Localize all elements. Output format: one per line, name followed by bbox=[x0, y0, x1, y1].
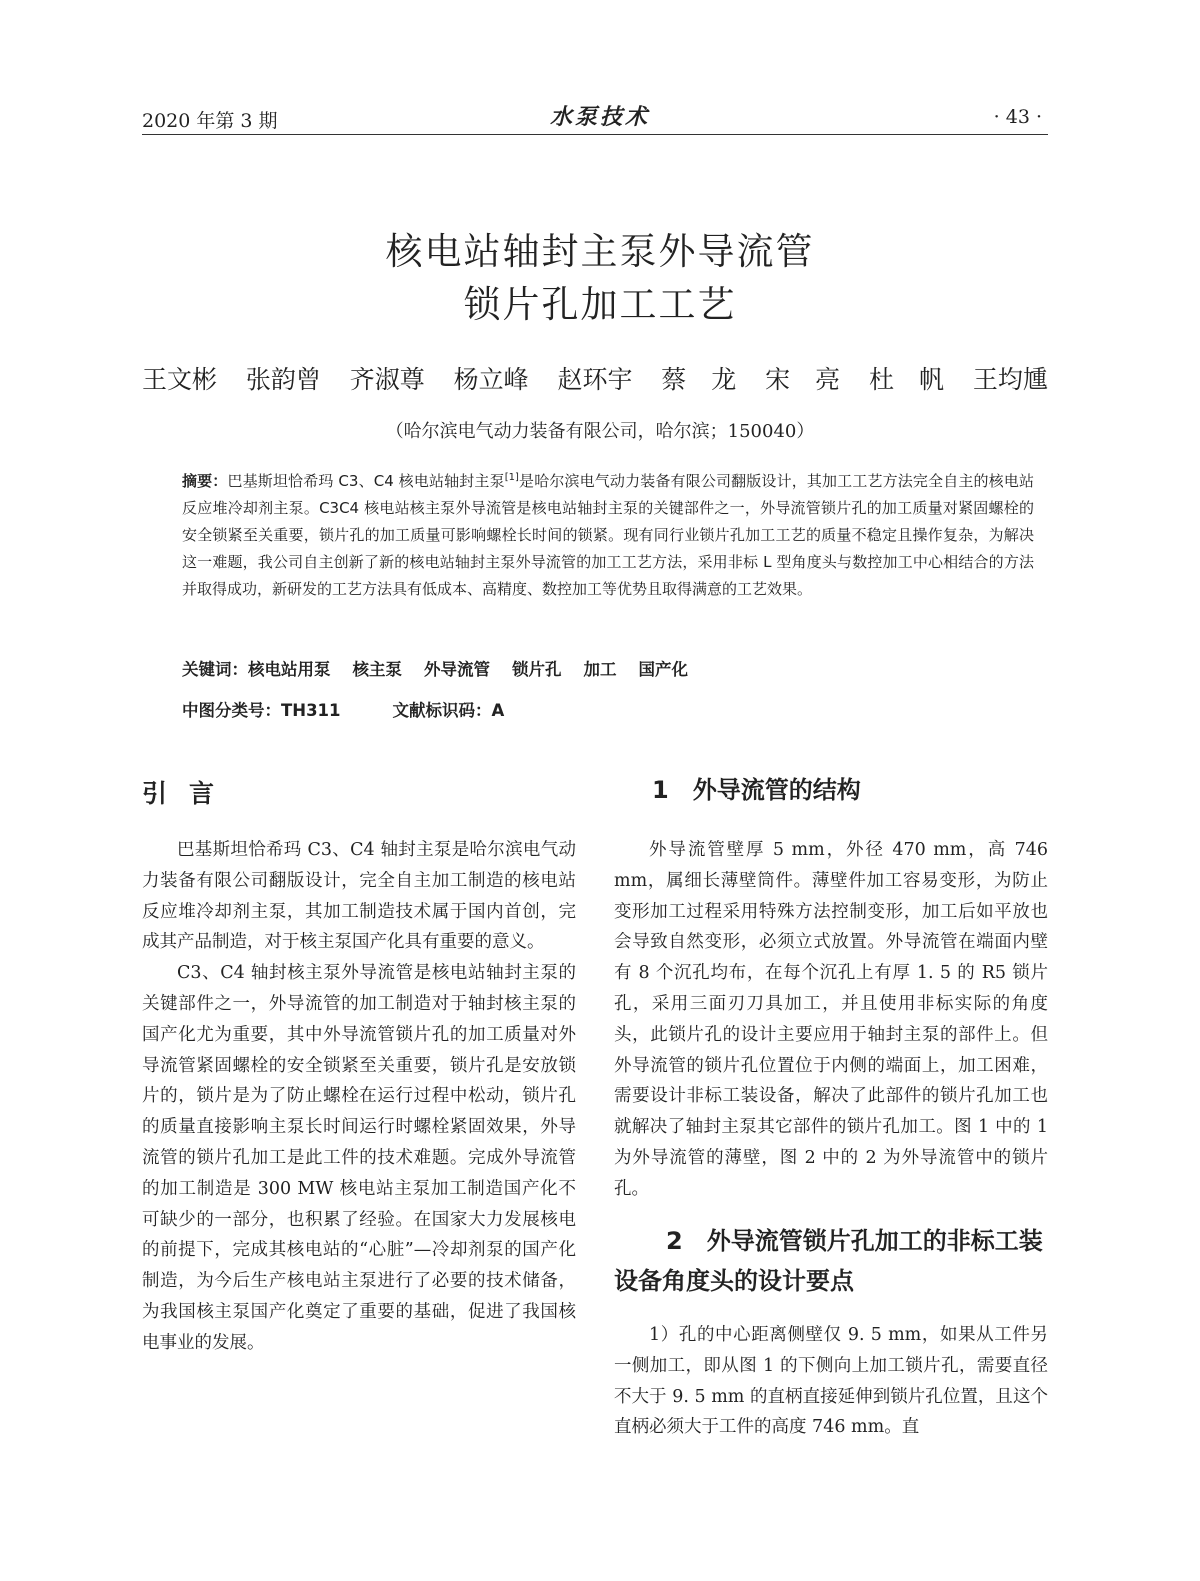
journal-name: 水泵技术 bbox=[549, 104, 650, 130]
author: 张韵曾 bbox=[245, 365, 321, 394]
section-2-body bbox=[614, 1320, 1048, 1443]
abstract-text-part-b: 是哈尔滨电气动力装备有限公司翻版设计，其加工工艺方法完全自主的核电站反应堆冷却剂主泵。C3C4 核电站核主泵外导流管是核电站轴封主泵的关键部件之一，外导流管锁片孔的加工质量对紧固螺栓的安全锁紧至关重要，锁片孔的加工质量可影响螺栓长时间的锁紧。现有同行业锁片孔加工工艺的质量不稳定且操作复杂，为解决这一难题，我公司自主创新了新的核电站轴封主泵外导流管的加工工艺方法，采用非标 L 型角度头与数控加工中心相结合的方法并取得成功，新研发的工艺方法具有低成本、高精度、数控加工等优势且取得满意的工艺效果。 bbox=[182, 472, 1034, 598]
author: 蔡 龙 bbox=[661, 365, 737, 394]
abstract bbox=[182, 464, 1034, 603]
keyword: 锁片孔 bbox=[512, 660, 562, 679]
doc-code-label: 文献标识码： bbox=[392, 701, 492, 720]
classification bbox=[182, 697, 504, 721]
author: 杜 帆 bbox=[869, 365, 945, 394]
title-line-2: 锁片孔加工工艺 bbox=[463, 283, 737, 326]
clc-code: TH311 bbox=[281, 701, 341, 720]
page-number: · 43 · bbox=[993, 106, 1042, 128]
section-2-heading: 2 外导流管锁片孔加工的非标工装设备角度头的设计要点 bbox=[614, 1227, 1043, 1295]
intro-paragraph-2: C3、C4 轴封核主泵外导流管是核电站轴封主泵的关键部件之一，外导流管的加工制造对于轴封核主泵的国产化尤为重要，其中外导流管锁片孔的加工质量对外导流管紧固螺栓的安全锁紧至关重要，锁片孔是安放锁片的，锁片是为了防止螺栓在运行过程中松动，锁片孔的质量直接影响主泵长时间运行时螺栓紧固效果，外导流管的锁片孔加工是此工件的技术难题。完成外导流管的加工制造是 300 MW 核电站主泵加工制造国产化不可缺少的一部分，也积累了经验。在国家大力发展核电的前提下，完成其核电站的“心脏”—冷却剂泵的国产化制造，为今后生产核电站主泵进行了必要的技术储备，为我国核主泵国产化奠定了重要的基础，促进了我国核电事业的发展。 bbox=[142, 963, 576, 1353]
affiliation: （哈尔滨电气动力装备有限公司，哈尔滨；150040） bbox=[385, 421, 815, 442]
abstract-text-part-a: 巴基斯坦恰希玛 C3、C4 核电站轴封主泵 bbox=[227, 472, 505, 490]
section-1-heading: 1 外导流管的结构 bbox=[652, 776, 861, 804]
keyword: 国产化 bbox=[638, 660, 688, 679]
section-1-paragraph-1: 外导流管壁厚 5 mm，外径 470 mm，高 746 mm，属细长薄壁筒件。薄壁件加工容易变形，为防止变形加工过程采用特殊方法控制变形，加工后如平放也会导致自然变形，必须立式放置。外导流管在端面内壁有 8 个沉孔均布，在每个沉孔上有厚 1. 5 的 R5 锁片孔，采用三面刃刀具加工，并且使用非标实际的角度头，此锁片孔的设计主要应用于轴封主泵的部件上。但外导流管的锁片孔位置位于内侧的端面上，加工困难，需要设计非标工装设备，解决了此部件的锁片孔加工也就解决了轴封主泵其它部件的锁片孔加工。图 1 中的 1 为外导流管的薄壁，图 2 中的 2 为外导流管中的锁片孔。 bbox=[614, 840, 1048, 1199]
header-divider bbox=[142, 134, 1048, 135]
intro-heading: 引言 bbox=[142, 779, 237, 808]
author: 宋 亮 bbox=[765, 365, 841, 394]
keyword: 外导流管 bbox=[424, 660, 490, 679]
intro-body bbox=[142, 835, 576, 1359]
author: 王文彬 bbox=[142, 365, 218, 394]
title-line-1: 核电站轴封主泵外导流管 bbox=[385, 230, 815, 273]
keyword: 加工 bbox=[583, 660, 617, 679]
author: 赵环宇 bbox=[557, 365, 633, 394]
section-1-body bbox=[614, 835, 1048, 1205]
author: 齐淑尊 bbox=[349, 365, 425, 394]
keywords-label: 关键词： bbox=[182, 660, 248, 679]
keyword: 核电站用泵 bbox=[248, 660, 331, 679]
doc-code: A bbox=[491, 701, 505, 720]
abstract-label: 摘要： bbox=[182, 472, 228, 490]
clc-label: 中图分类号： bbox=[182, 701, 281, 720]
author: 杨立峰 bbox=[453, 365, 529, 394]
intro-paragraph-1: 巴基斯坦恰希玛 C3、C4 轴封主泵是哈尔滨电气动力装备有限公司翻版设计，完全自主加工制造的核电站反应堆冷却剂主泵，其加工制造技术属于国内首创，完成其产品制造，对于核主泵国产化具有重要的意义。 bbox=[142, 840, 576, 953]
keywords bbox=[182, 656, 688, 680]
reference-marker: [1] bbox=[504, 472, 519, 483]
keyword: 核主泵 bbox=[352, 660, 402, 679]
author-list bbox=[142, 360, 1048, 396]
author: 王均尰 bbox=[972, 365, 1048, 394]
section-2-paragraph-1: 1）孔的中心距离侧壁仅 9. 5 mm，如果从工件另一侧加工，即从图 1 的下侧向上加工锁片孔，需要直径不大于 9. 5 mm 的直柄直接延伸到锁片孔位置，且这个直柄必须大于工件的高度 746 mm。直 bbox=[614, 1325, 1048, 1438]
issue-label: 2020 年第 3 期 bbox=[142, 110, 278, 132]
